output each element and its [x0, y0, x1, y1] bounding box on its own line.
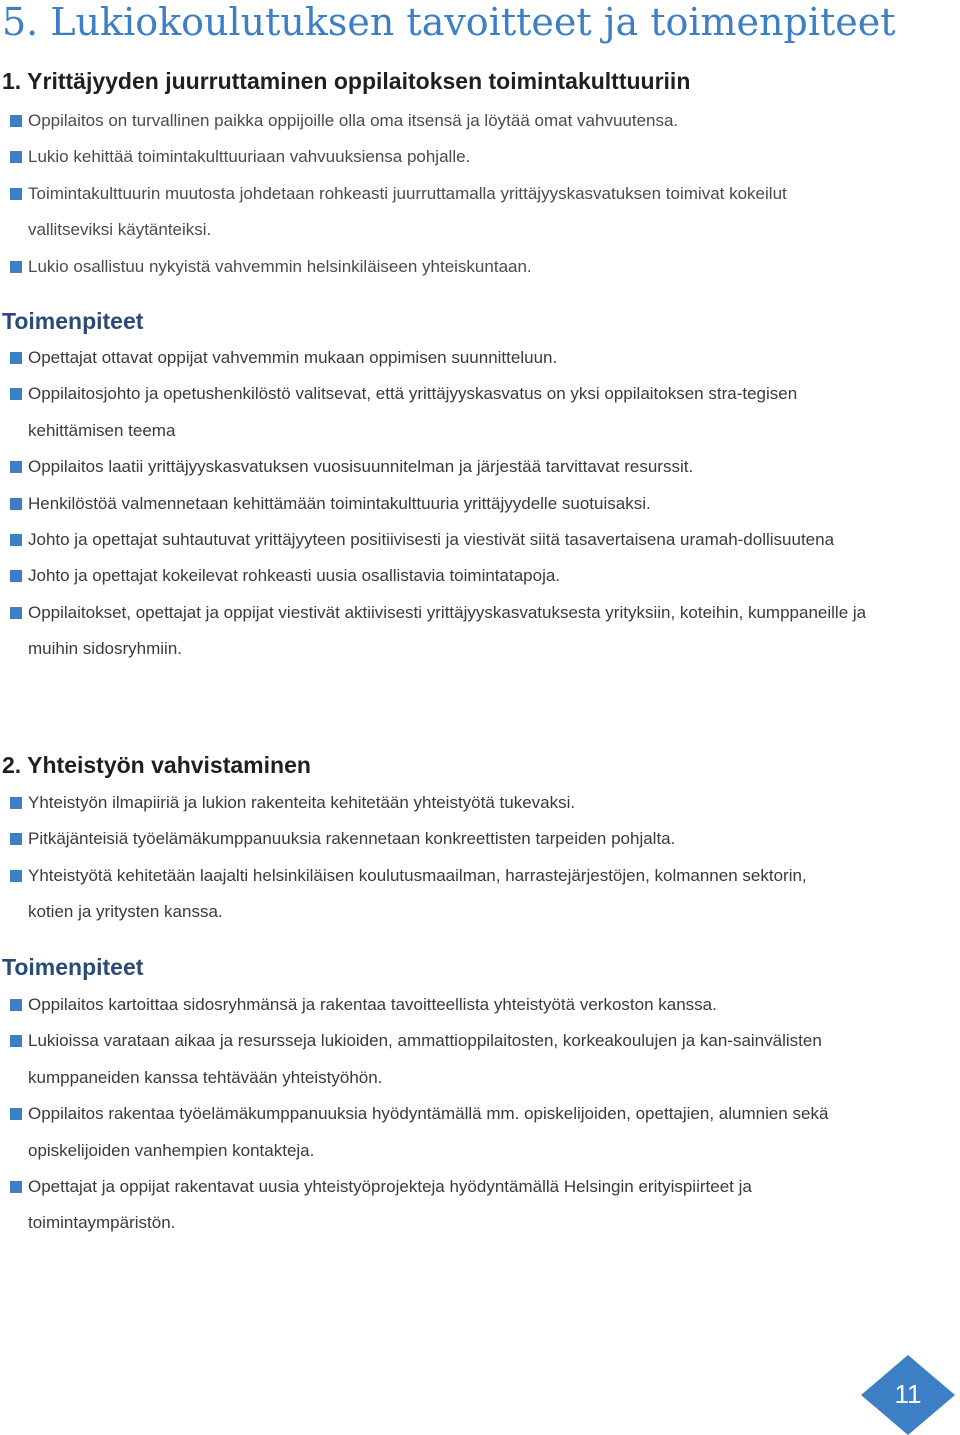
list-item — [2, 595, 952, 668]
section-1-measures-title: Toimenpiteet — [2, 308, 144, 334]
square-bullet-icon — [10, 534, 22, 546]
square-bullet-icon — [10, 999, 22, 1011]
list-item — [2, 858, 952, 931]
section-2-measures-title: Toimenpiteet — [2, 954, 144, 980]
section-2-goals — [2, 785, 952, 931]
square-bullet-icon — [10, 388, 22, 400]
list-item-text: Oppilaitosjohto ja opetushenkilöstö valitsevat, että yrittäjyyskasvatus on yksi oppilaitoksen stra-tegisen kehittämisen teema — [28, 384, 798, 440]
list-item — [2, 987, 952, 1023]
list-item-text: Oppilaitokset, opettajat ja oppijat viestivät aktiivisesti yrittäjyyskasvatuksesta yrityksiin, koteihin, kumppaneille ja muihin sidosryhmiin. — [28, 602, 867, 659]
list-item-text: Opettajat ja oppijat rakentavat uusia yhteistyöprojekteja hyödyntämällä Helsingin erityispiirteet ja toimintaympäristön. — [28, 1177, 752, 1233]
square-bullet-icon — [10, 1108, 22, 1120]
section-2-measure-list — [2, 987, 952, 1242]
square-bullet-icon — [10, 461, 22, 473]
list-item-text: Lukioissa varataan aikaa ja resursseja lukioiden, ammattioppilaitosten, korkeakoulujen ja kan-sainvälisten kumppaneiden kanssa tehtävään yhteistyöhön. — [28, 1031, 822, 1087]
section-2-measures — [2, 952, 952, 982]
square-bullet-icon — [10, 833, 22, 845]
list-item — [2, 249, 952, 285]
list-item-text: Yhteistyön ilmapiiriä ja lukion rakenteita kehitetään yhteistyötä tukevaksi. — [28, 793, 576, 812]
list-item-text: Yhteistyötä kehitetään laajalti helsinkiläisen koulutusmaailman, harrastejärjestöjen, kolmannen sektorin, kotien ja yritysten kanssa. — [28, 865, 807, 922]
list-item — [2, 176, 952, 249]
section-1-measures — [2, 306, 952, 336]
list-item — [2, 449, 952, 485]
list-item-text: Oppilaitos on turvallinen paikka oppijoille olla oma itsensä ja löytää omat vahvuutensa. — [28, 111, 679, 130]
square-bullet-icon — [10, 1181, 22, 1193]
list-item — [2, 1096, 952, 1169]
square-bullet-icon — [10, 570, 22, 582]
list-item-text: Oppilaitos laatii yrittäjyyskasvatuksen vuosisuunnitelman ja järjestää tarvittavat resurssit. — [28, 457, 694, 477]
square-bullet-icon — [10, 607, 22, 619]
list-item-text: Opettajat ottavat oppijat vahvemmin mukaan oppimisen suunnitteluun. — [28, 348, 558, 367]
list-item-text: Toimintakulttuurin muutosta johdetaan rohkeasti juurruttamalla yrittäjyyskasvatuksen toimivat kokeilut vallitseviksi käytänteiksi. — [28, 183, 787, 240]
list-item — [2, 486, 952, 522]
list-item — [2, 376, 952, 449]
section-1-goal-list — [2, 103, 952, 285]
list-item-text: Oppilaitos rakentaa työelämäkumppanuuksia hyödyntämällä mm. opiskelijoiden, opettajien, alumnien sekä opiskelijoiden vanhempien kontakteja. — [28, 1104, 829, 1160]
list-item — [2, 785, 952, 821]
section-1-title: 1. Yrittäjyyden juurruttaminen oppilaitoksen toimintakulttuuriin — [2, 68, 691, 94]
list-item — [2, 103, 952, 139]
section-1-measure-items — [2, 340, 952, 668]
list-item — [2, 558, 952, 594]
page-number: 11 — [894, 1379, 922, 1409]
list-item-text: Henkilöstöä valmennetaan kehittämään toimintakulttuuria yrittäjyydelle suotuisaksi. — [28, 493, 651, 513]
list-item-text: Pitkäjänteisiä työelämäkumppanuuksia rakennetaan konkreettisten tarpeiden pohjalta. — [28, 829, 676, 849]
page-title: 5. Lukiokoulutuksen tavoitteet ja toimenpiteet — [2, 0, 896, 44]
square-bullet-icon — [10, 115, 22, 127]
list-item-text: Lukio kehittää toimintakulttuuriaan vahvuuksiensa pohjalle. — [28, 147, 471, 167]
square-bullet-icon — [10, 1035, 22, 1047]
list-item — [2, 1169, 952, 1242]
section-2-measure-items — [2, 987, 952, 1242]
list-item — [2, 340, 952, 376]
list-item — [2, 139, 952, 175]
square-bullet-icon — [10, 151, 22, 163]
list-item — [2, 1023, 952, 1096]
section-1 — [2, 66, 952, 96]
square-bullet-icon — [10, 188, 22, 200]
list-item — [2, 821, 952, 857]
square-bullet-icon — [10, 352, 22, 364]
list-item-text: Johto ja opettajat suhtautuvat yrittäjyyteen positiivisesti ja viestivät siitä tasavertaisena uramah-dollisuutena — [28, 530, 835, 550]
list-item-text: Lukio osallistuu nykyistä vahvemmin helsinkiläiseen yhteiskuntaan. — [28, 256, 532, 276]
section-2-title: 2. Yhteistyön vahvistaminen — [2, 752, 311, 778]
list-item-text: Oppilaitos kartoittaa sidosryhmänsä ja rakentaa tavoitteellista yhteistyötä verkoston kanssa. — [28, 995, 717, 1014]
section-1-goals — [2, 103, 952, 285]
square-bullet-icon — [10, 261, 22, 273]
square-bullet-icon — [10, 870, 22, 882]
list-item-text: Johto ja opettajat kokeilevat rohkeasti uusia osallistavia toimintatapoja. — [28, 566, 561, 586]
section-2-goal-list — [2, 785, 952, 931]
list-item — [2, 522, 952, 558]
square-bullet-icon — [10, 498, 22, 510]
section-1-measure-list — [2, 340, 952, 668]
section-2 — [2, 750, 952, 780]
square-bullet-icon — [10, 797, 22, 809]
